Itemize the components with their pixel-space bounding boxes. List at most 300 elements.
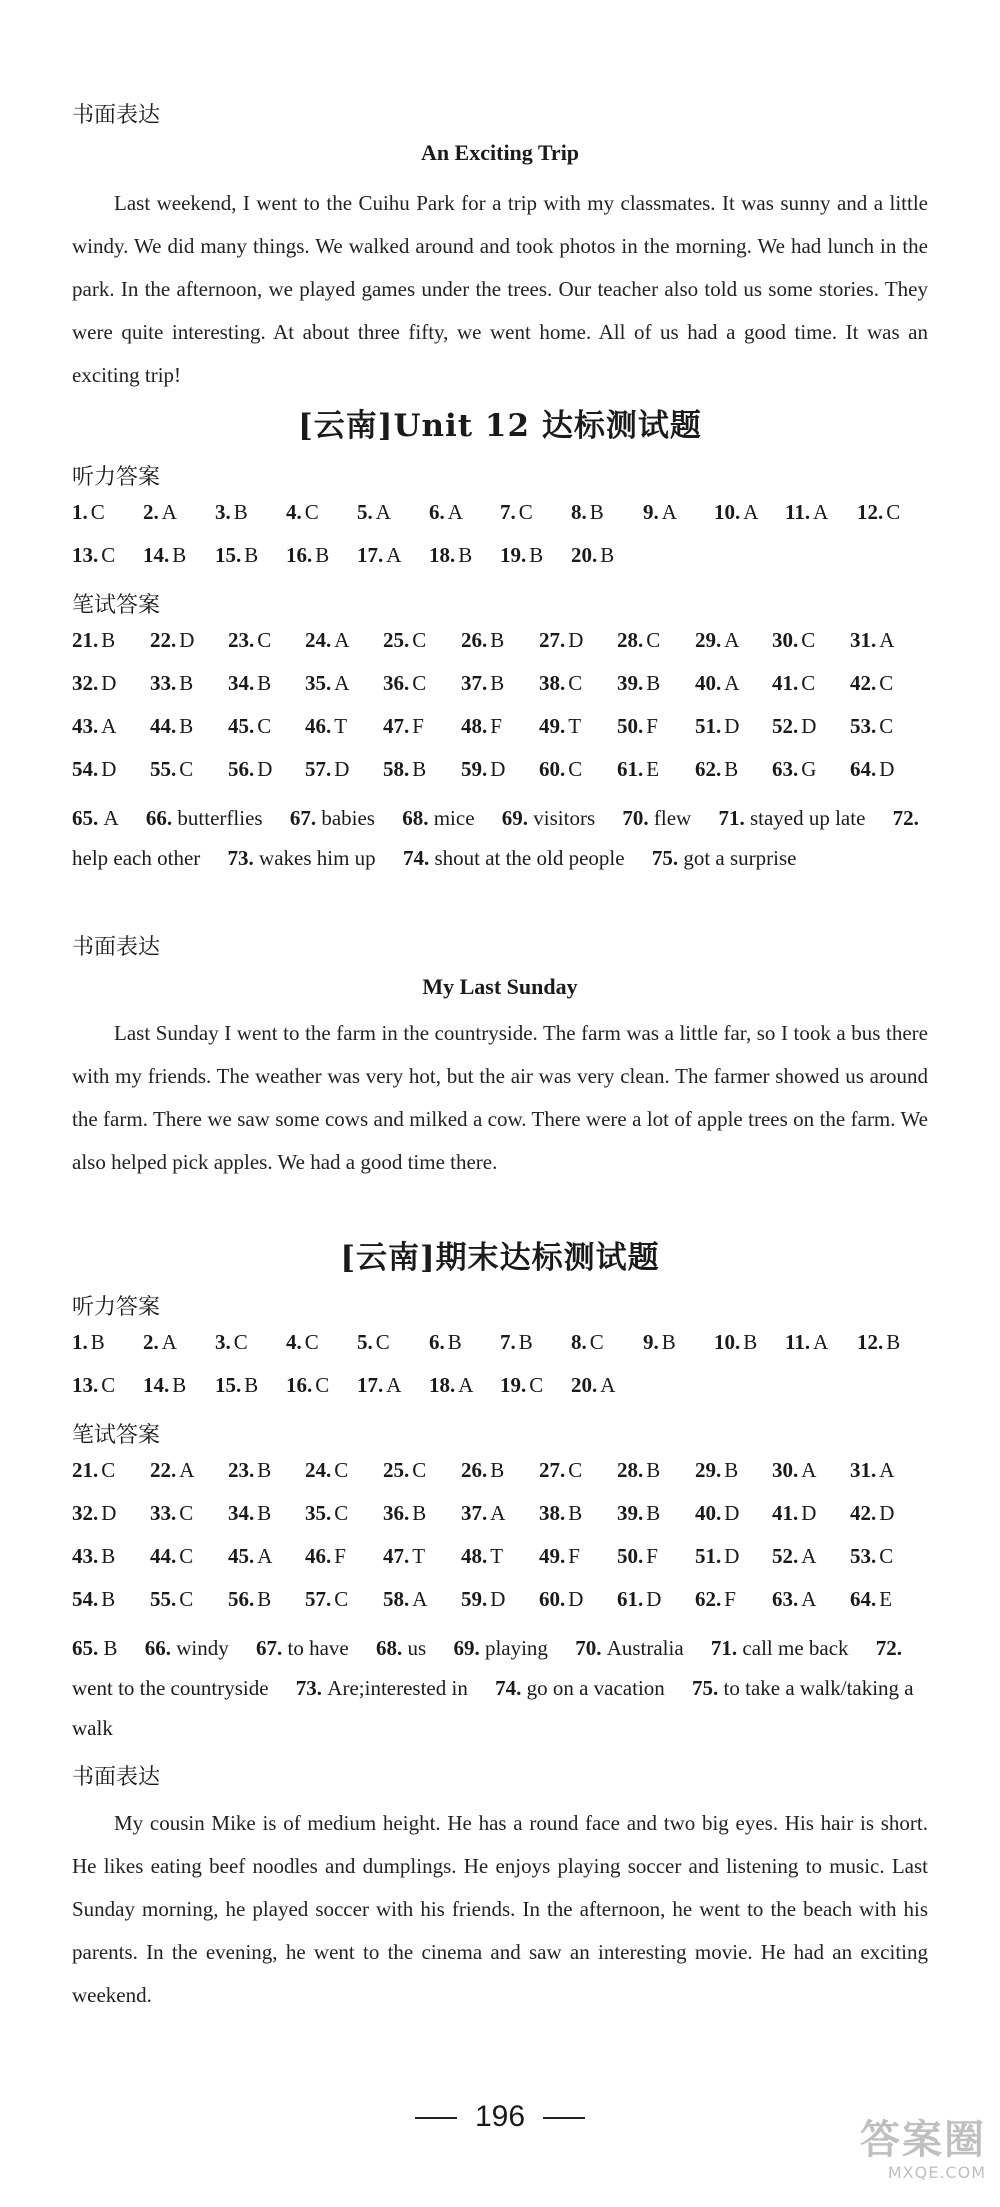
answer-value: B	[646, 1501, 661, 1525]
answer-value: B	[743, 1330, 758, 1354]
answer-value: C	[90, 500, 105, 524]
answer-value: visitors	[533, 806, 596, 830]
answer-item	[228, 757, 272, 782]
answer-value: T	[334, 714, 348, 738]
final-listening-row	[72, 1330, 928, 1370]
answer-value: A	[161, 500, 177, 524]
answer-number: 6.	[429, 500, 445, 524]
answer-item	[228, 714, 271, 739]
answer-value: C	[879, 671, 894, 695]
answer-number: 72.	[875, 1636, 903, 1660]
answer-number: 55.	[150, 757, 177, 781]
answer-item	[72, 1373, 115, 1398]
answer-item	[695, 1458, 738, 1483]
answer-value: A	[334, 671, 350, 695]
fill-answer-item	[228, 846, 376, 870]
answer-value: A	[490, 1501, 506, 1525]
answer-value: C	[179, 1501, 194, 1525]
answer-number: 58.	[383, 757, 410, 781]
answer-number: 16.	[286, 1373, 313, 1397]
answer-number: 33.	[150, 1501, 177, 1525]
answer-item	[461, 1544, 503, 1569]
answer-value: D	[490, 1587, 506, 1611]
final-essay-label: 书面表达	[72, 1765, 161, 1790]
final-written-row	[72, 1544, 928, 1584]
final-written-row	[72, 1587, 928, 1627]
answer-number: 4.	[286, 1330, 302, 1354]
answer-number: 33.	[150, 671, 177, 695]
answer-value: B	[646, 671, 661, 695]
answer-number: 31.	[850, 628, 877, 652]
answer-item	[150, 1587, 193, 1612]
answer-value: D	[801, 714, 817, 738]
answer-value: C	[879, 714, 894, 738]
answer-value: F	[724, 1587, 736, 1611]
answer-item	[228, 1501, 271, 1526]
answer-number: 37.	[461, 1501, 488, 1525]
answer-item	[383, 671, 426, 696]
answer-number: 42.	[850, 1501, 877, 1525]
answer-item	[286, 1373, 329, 1398]
answer-value: C	[334, 1501, 349, 1525]
answer-value: A	[879, 1458, 895, 1482]
answer-number: 18.	[429, 1373, 456, 1397]
fill-answer-item	[72, 806, 119, 830]
answer-number: 54.	[72, 757, 99, 781]
answer-value: F	[568, 1544, 580, 1568]
answer-item	[772, 1458, 816, 1483]
answer-item	[617, 1458, 660, 1483]
answer-value: B	[724, 757, 739, 781]
answer-number: 3.	[215, 500, 231, 524]
answer-item	[72, 1330, 105, 1355]
answer-item	[772, 1587, 816, 1612]
answer-item	[215, 500, 248, 525]
answer-item	[215, 1330, 248, 1355]
answer-number: 37.	[461, 671, 488, 695]
answer-item	[571, 543, 614, 568]
answer-item	[785, 500, 828, 525]
answer-number: 3.	[215, 1330, 231, 1354]
fill-answer-item	[145, 1636, 229, 1660]
final-listening-label: 听力答案	[72, 1295, 161, 1320]
answer-item	[785, 1330, 828, 1355]
answer-item	[695, 714, 739, 739]
answer-value: E	[879, 1587, 893, 1611]
answer-number: 64.	[850, 1587, 877, 1611]
answer-item	[305, 1458, 348, 1483]
answer-value: A	[334, 628, 350, 652]
answer-number: 58.	[383, 1587, 410, 1611]
answer-value: D	[724, 714, 740, 738]
answer-number: 17.	[357, 1373, 384, 1397]
fill-answer-item	[495, 1676, 665, 1700]
essay1-text: Last weekend, I went to the Cuihu Park for a trip with my classmates. It was sunny and a little windy. We did many things. We walked around and took photos in the morning. We had lunch in the park. In the afternoon, we played games under the trees. Our teacher also told us some stories. They were quite interesting. At about three fifty, we went home. All of us had a good time. It was an exciting trip!	[72, 191, 928, 387]
answer-number: 11.	[785, 500, 811, 524]
answer-value: A	[743, 500, 759, 524]
fill-answer-item	[376, 1636, 426, 1660]
answer-item	[714, 1330, 757, 1355]
answer-number: 60.	[539, 757, 566, 781]
answer-number: 44.	[150, 714, 177, 738]
answer-number: 16.	[286, 543, 313, 567]
answer-item	[772, 628, 815, 653]
answer-item	[714, 500, 758, 525]
answer-number: 52.	[772, 714, 799, 738]
answer-value: B	[233, 500, 248, 524]
answer-value: to have	[287, 1636, 349, 1660]
answer-number: 14.	[143, 1373, 170, 1397]
answer-item	[695, 1587, 736, 1612]
answer-item	[286, 543, 329, 568]
answer-number: 21.	[72, 1458, 99, 1482]
unit12-written-row	[72, 628, 928, 668]
answer-number: 50.	[617, 714, 644, 738]
answer-item	[461, 1458, 504, 1483]
answer-value: A	[600, 1373, 616, 1397]
answer-number: 22.	[150, 1458, 177, 1482]
answer-item	[228, 671, 271, 696]
answer-value: T	[412, 1544, 426, 1568]
answer-number: 48.	[461, 714, 488, 738]
answer-value: went to the countryside	[72, 1676, 269, 1700]
answer-number: 62.	[695, 1587, 722, 1611]
answer-value: B	[101, 628, 116, 652]
answer-item	[357, 1373, 401, 1398]
answer-item	[850, 1501, 894, 1526]
answer-number: 8.	[571, 500, 587, 524]
answer-number: 15.	[215, 1373, 242, 1397]
answer-number: 15.	[215, 543, 242, 567]
answer-number: 72.	[892, 806, 919, 830]
answer-number: 61.	[617, 1587, 644, 1611]
unit12-written-row	[72, 671, 928, 711]
answer-number: 65.	[72, 1636, 104, 1660]
answer-number: 11.	[785, 1330, 811, 1354]
answer-item	[617, 1587, 661, 1612]
final-fill-answers	[72, 1628, 928, 1748]
answer-value: us	[407, 1636, 427, 1660]
answer-value: E	[646, 757, 660, 781]
answer-value: D	[179, 628, 195, 652]
answer-item	[429, 1330, 462, 1355]
answer-value: B	[172, 1373, 187, 1397]
answer-value: to take a walk/taking a walk	[72, 1676, 914, 1740]
answer-value: B	[257, 1587, 272, 1611]
answer-item	[461, 1501, 505, 1526]
answer-value: B	[244, 1373, 259, 1397]
answer-item	[617, 628, 660, 653]
answer-value: A	[412, 1587, 428, 1611]
answer-value: C	[646, 628, 661, 652]
answer-number: 20.	[571, 1373, 598, 1397]
watermark-logo	[796, 2117, 986, 2193]
answer-item	[383, 1587, 427, 1612]
answer-value: F	[490, 714, 502, 738]
fill-answer-item	[146, 806, 263, 830]
answer-number: 38.	[539, 1501, 566, 1525]
answer-number: 27.	[539, 1458, 566, 1482]
answer-item	[143, 1330, 177, 1355]
fill-answer-item	[718, 806, 865, 830]
answer-number: 70.	[575, 1636, 607, 1660]
answer-value: A	[801, 1544, 817, 1568]
answer-value: D	[568, 1587, 584, 1611]
answer-number: 13.	[72, 543, 99, 567]
answer-item	[228, 1544, 272, 1569]
answer-value: B	[490, 1458, 505, 1482]
answer-number: 24.	[305, 628, 332, 652]
answer-value: B	[315, 543, 330, 567]
answer-item	[429, 500, 463, 525]
answer-item	[383, 1501, 426, 1526]
answer-number: 50.	[617, 1544, 644, 1568]
answer-value: B	[490, 628, 505, 652]
answer-item	[850, 628, 894, 653]
answer-number: 32.	[72, 1501, 99, 1525]
answer-number: 19.	[500, 1373, 527, 1397]
answer-number: 73.	[295, 1676, 328, 1700]
answer-value: C	[412, 671, 427, 695]
answer-value: windy	[176, 1636, 229, 1660]
answer-number: 49.	[539, 714, 566, 738]
answer-item	[383, 1544, 425, 1569]
answer-item	[305, 628, 349, 653]
answer-number: 71.	[710, 1636, 743, 1660]
answer-number: 8.	[571, 1330, 587, 1354]
answer-item	[772, 1501, 816, 1526]
answer-item	[695, 628, 739, 653]
answer-value: F	[646, 1544, 658, 1568]
answer-value: B	[101, 1544, 116, 1568]
answer-number: 9.	[643, 1330, 659, 1354]
answer-number: 60.	[539, 1587, 566, 1611]
answer-number: 19.	[500, 543, 527, 567]
fill-answer-item	[453, 1636, 548, 1660]
final-title: [云南]期末达标测试题	[340, 1240, 660, 1276]
fill-answer-item	[652, 846, 797, 870]
answer-value: A	[724, 628, 740, 652]
answer-number: 69.	[501, 806, 534, 830]
answer-value: B	[257, 671, 272, 695]
fill-answer-item	[296, 1676, 468, 1700]
answer-item	[617, 1501, 660, 1526]
unit12-listening-row	[72, 500, 928, 540]
answer-number: 30.	[772, 628, 799, 652]
answer-item	[72, 1587, 115, 1612]
answer-number: 26.	[461, 1458, 488, 1482]
answer-value: C	[529, 1373, 544, 1397]
answer-item	[539, 1544, 580, 1569]
answer-value: A	[161, 1330, 177, 1354]
answer-number: 1.	[72, 500, 88, 524]
answer-item	[150, 1501, 193, 1526]
answer-number: 28.	[617, 628, 644, 652]
answer-item	[571, 500, 604, 525]
final-listening-row	[72, 1373, 928, 1413]
answer-number: 65.	[72, 806, 104, 830]
answer-number: 73.	[227, 846, 260, 870]
answer-value: A	[458, 1373, 474, 1397]
page-number-dash-left	[415, 2117, 457, 2119]
answer-number: 40.	[695, 1501, 722, 1525]
page-number-dash-right	[543, 2117, 585, 2119]
answer-number: 52.	[772, 1544, 799, 1568]
answer-value: C	[412, 1458, 427, 1482]
answer-number: 18.	[429, 543, 456, 567]
answer-number: 59.	[461, 757, 488, 781]
answer-number: 74.	[402, 846, 435, 870]
answer-number: 5.	[357, 1330, 373, 1354]
answer-value: D	[101, 757, 117, 781]
answer-value: C	[315, 1373, 330, 1397]
answer-item	[539, 1587, 583, 1612]
answer-number: 45.	[228, 1544, 255, 1568]
answer-value: go on a vacation	[526, 1676, 665, 1700]
answer-value: D	[879, 757, 895, 781]
answer-number: 62.	[695, 757, 722, 781]
answer-value: A	[801, 1458, 817, 1482]
unit12-essay-title: My Last Sunday	[422, 974, 578, 999]
answer-item	[305, 714, 347, 739]
answer-item	[286, 1330, 319, 1355]
answer-item	[617, 714, 658, 739]
answer-number: 10.	[714, 500, 741, 524]
answer-number: 46.	[305, 1544, 332, 1568]
answer-value: C	[879, 1544, 894, 1568]
answer-number: 61.	[617, 757, 644, 781]
answer-item	[429, 543, 472, 568]
answer-value: B	[661, 1330, 676, 1354]
answer-item	[305, 671, 349, 696]
final-written-label: 笔试答案	[72, 1423, 161, 1448]
answer-value: C	[568, 757, 583, 781]
answer-number: 75.	[651, 846, 684, 870]
answer-value: A	[103, 806, 119, 830]
answer-number: 34.	[228, 1501, 255, 1525]
fill-answer-item	[575, 1636, 683, 1660]
answer-item	[857, 1330, 900, 1355]
essay1-label: 书面表达	[72, 103, 161, 128]
answer-value: C	[304, 1330, 319, 1354]
answer-value: B	[568, 1501, 583, 1525]
answer-value: A	[386, 1373, 402, 1397]
watermark-url: MXQE.COM	[887, 2163, 986, 2182]
unit12-title: [云南]Unit 12 达标测试题	[298, 408, 702, 444]
answer-value: D	[801, 1501, 817, 1525]
answer-item	[305, 1501, 348, 1526]
answer-value: butterflies	[177, 806, 263, 830]
answer-item	[150, 1544, 193, 1569]
answer-value: G	[801, 757, 817, 781]
answer-number: 12.	[857, 500, 884, 524]
answer-number: 2.	[143, 500, 159, 524]
answer-item	[500, 543, 543, 568]
answer-value: B	[244, 543, 259, 567]
fill-answer-item	[290, 806, 375, 830]
answer-value: C	[101, 543, 116, 567]
answer-value: D	[334, 757, 350, 781]
answer-number: 1.	[72, 1330, 88, 1354]
answer-value: B	[724, 1458, 739, 1482]
answer-value: B	[101, 1587, 116, 1611]
answer-value: B	[179, 671, 194, 695]
answer-value: C	[801, 671, 816, 695]
answer-value: B	[458, 543, 473, 567]
answer-number: 64.	[850, 757, 877, 781]
answer-value: stayed up late	[749, 806, 866, 830]
answer-number: 56.	[228, 757, 255, 781]
answer-number: 29.	[695, 628, 722, 652]
answer-item	[305, 1544, 346, 1569]
answer-item	[571, 1373, 615, 1398]
answer-value: B	[490, 671, 505, 695]
answer-number: 43.	[72, 714, 99, 738]
answer-number: 53.	[850, 714, 877, 738]
answer-value: C	[886, 500, 901, 524]
answer-value: A	[179, 1458, 195, 1482]
answer-number: 47.	[383, 1544, 410, 1568]
answer-item	[772, 714, 816, 739]
answer-item	[539, 714, 581, 739]
unit12-listening-label: 听力答案	[72, 465, 161, 490]
answer-value: B	[518, 1330, 533, 1354]
answer-number: 4.	[286, 500, 302, 524]
answer-value: C	[179, 757, 194, 781]
answer-value: A	[801, 1587, 817, 1611]
answer-value: C	[101, 1373, 116, 1397]
answer-number: 26.	[461, 628, 488, 652]
answer-number: 53.	[850, 1544, 877, 1568]
answer-value: B	[257, 1501, 272, 1525]
answer-item	[461, 714, 502, 739]
answer-value: A	[447, 500, 463, 524]
answer-item	[850, 714, 893, 739]
answer-value: A	[813, 1330, 829, 1354]
answer-value: D	[724, 1501, 740, 1525]
unit12-written-label: 笔试答案	[72, 593, 161, 618]
answer-value: call me back	[742, 1636, 849, 1660]
answer-number: 36.	[383, 1501, 410, 1525]
answer-item	[617, 1544, 658, 1569]
answer-item	[357, 500, 391, 525]
answer-number: 5.	[357, 500, 373, 524]
answer-item	[695, 1544, 739, 1569]
answer-item	[383, 757, 426, 782]
answer-number: 25.	[383, 1458, 410, 1482]
answer-item	[539, 671, 582, 696]
answer-value: C	[179, 1587, 194, 1611]
answer-item	[461, 671, 504, 696]
answer-value: D	[101, 671, 117, 695]
answer-value: B	[646, 1458, 661, 1482]
answer-item	[305, 1587, 348, 1612]
answer-item	[150, 1458, 194, 1483]
unit12-essay-text: Last Sunday I went to the farm in the countryside. The farm was a little far, so I took a bus there with my friends. The weather was very hot, but the air was very clean. The farmer showed us around the farm. There we saw some cows and milked a cow. There were a lot of apple trees on the farm. We also helped pick apples. We had a good time there.	[72, 1021, 928, 1174]
answer-item	[850, 1544, 893, 1569]
answer-number: 22.	[150, 628, 177, 652]
answer-number: 68.	[376, 1636, 408, 1660]
answer-value: C	[568, 1458, 583, 1482]
answer-item	[850, 1587, 892, 1612]
answer-number: 41.	[772, 671, 799, 695]
answer-number: 36.	[383, 671, 410, 695]
answer-value: B	[412, 1501, 427, 1525]
answer-item	[383, 714, 424, 739]
answer-number: 42.	[850, 671, 877, 695]
answer-value: F	[646, 714, 658, 738]
answer-item	[383, 628, 426, 653]
